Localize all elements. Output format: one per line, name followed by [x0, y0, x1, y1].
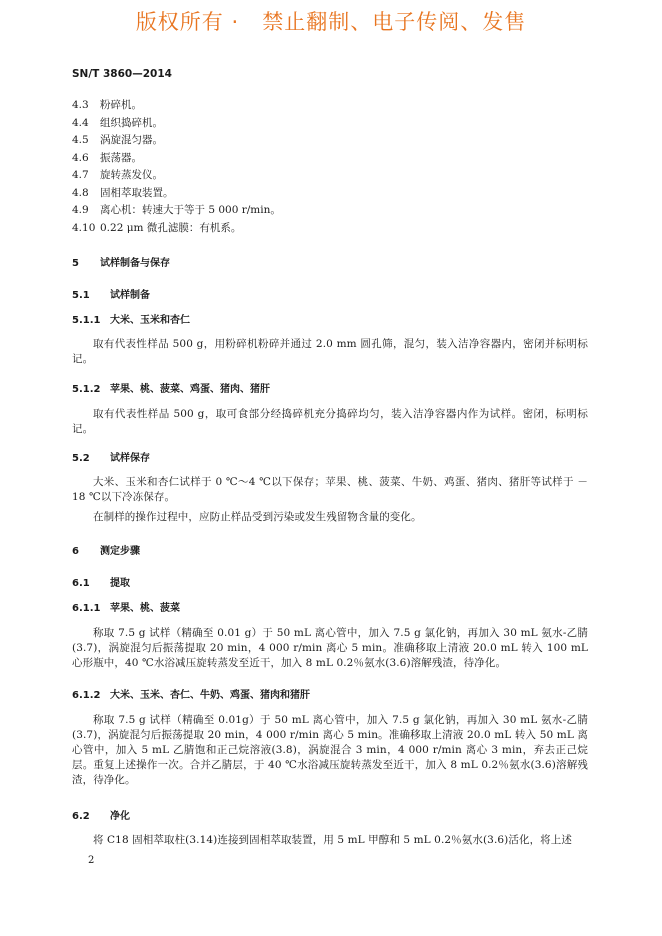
item-number: 4.10 — [72, 221, 96, 234]
item-text: 振荡器。 — [100, 151, 142, 164]
section-heading-6-2: 6.2 净化 — [72, 811, 130, 822]
section-heading-5-1-1: 5.1.1 大米、玉米和杏仁 — [72, 315, 190, 326]
item-number: 4.3 — [72, 99, 89, 111]
paragraph: 将 C18 固相萃取柱(3.14)连接到固相萃取装置，用 5 mL 甲醇和 5 mL 0.2％氨水(3.6)活化，将上述 — [93, 834, 572, 846]
section-heading-5-1: 5.1 试样制备 — [72, 290, 150, 301]
section-heading-6-1: 6.1 提取 — [72, 578, 130, 589]
paragraph: 称取 7.5 g 试样（精确至 0.01g）于 50 mL 离心管中，加入 7.5 g 氯化钠，再加入 30 mL 氨水-乙腈(3.7)，涡旋混匀后振荡提取 20 min，4 000 r/min 离心 5 min。准确移取上清液 20.0 mL 转入 50 mL 离心管中，加入 5 mL 乙腈饱和正己烷溶液(3.8)，涡旋混合 3 min，4 000 r/min 离心 3 min，弃去正己烷层。重复上述操作一次。合并乙腈层，于 40 ℃水浴减压旋转蒸发至近干，加入 8 mL 0.2％氨水(3.6)溶解残渣，待净化。 — [72, 714, 588, 786]
equipment-item — [72, 168, 592, 183]
item-text: 离心机：转速大于等于 5 000 r/min。 — [100, 204, 281, 216]
item-text: 0.22 μm 微孔滤膜：有机系。 — [100, 221, 242, 234]
section-heading-5-1-2: 5.1.2 苹果、桃、菠菜、鸡蛋、猪肉、猪肝 — [72, 384, 270, 395]
standard-code: SN/T 3860—2014 — [72, 68, 172, 80]
paragraph: 取有代表性样品 500 g，取可食部分经捣碎机充分捣碎均匀，装入洁净容器内作为试样。密闭，标明标记。 — [72, 408, 588, 435]
item-number: 4.8 — [72, 186, 89, 199]
equipment-item — [72, 151, 592, 166]
equipment-item — [72, 221, 592, 236]
section-heading-5-2: 5.2 试样保存 — [72, 453, 150, 464]
item-text: 旋转蒸发仪。 — [100, 169, 163, 181]
paragraph: 称取 7.5 g 试样（精确至 0.01 g）于 50 mL 离心管中，加入 7.5 g 氯化钠，再加入 30 mL 氨水-乙腈(3.7)，涡旋混匀后振荡提取 20 min，4 000 r/min 离心 5 min。准确移取上清液 20.0 mL 转入 100 mL 心形瓶中，40 ℃水浴减压旋转蒸发至近干，加入 8 mL 0.2％氨水(3.6)溶解残渣，待净化。 — [72, 627, 588, 669]
equipment-item — [72, 186, 592, 201]
item-text: 固相萃取装置。 — [100, 186, 174, 199]
section-heading-5: 5 试样制备与保存 — [72, 258, 170, 269]
item-number: 4.4 — [72, 116, 89, 129]
item-number: 4.9 — [72, 204, 89, 216]
section-heading-6-1-2: 6.1.2 大米、玉米、杏仁、牛奶、鸡蛋、猪肉和猪肝 — [72, 690, 310, 701]
item-text: 组织捣碎机。 — [100, 116, 163, 129]
equipment-item — [72, 98, 592, 113]
watermark: 版权所有 · 禁止翻制、电子传阅、发售 — [135, 10, 527, 34]
paragraph: 大米、玉米和杏仁试样于 0 ℃～4 ℃以下保存；苹果、桃、菠菜、牛奶、鸡蛋、猪肉、猪肝等试样于 －18 ℃以下冷冻保存。 — [72, 476, 588, 503]
item-text: 涡旋混匀器。 — [100, 134, 163, 146]
equipment-item — [72, 116, 592, 131]
section-heading-6: 6 测定步骤 — [72, 546, 140, 557]
page-number: 2 — [88, 855, 95, 866]
item-number: 4.6 — [72, 151, 89, 164]
equipment-item — [72, 133, 592, 148]
paragraph: 取有代表性样品 500 g，用粉碎机粉碎并通过 2.0 mm 圆孔筛，混匀，装入洁净容器内，密闭并标明标记。 — [72, 338, 588, 365]
equipment-item — [72, 203, 592, 218]
section-heading-6-1-1: 6.1.1 苹果、桃、菠菜 — [72, 603, 180, 614]
item-number: 4.5 — [72, 134, 89, 146]
paragraph: 在制样的操作过程中，应防止样品受到污染或发生残留物含量的变化。 — [93, 511, 422, 523]
item-text: 粉碎机。 — [100, 99, 142, 111]
item-number: 4.7 — [72, 169, 89, 181]
